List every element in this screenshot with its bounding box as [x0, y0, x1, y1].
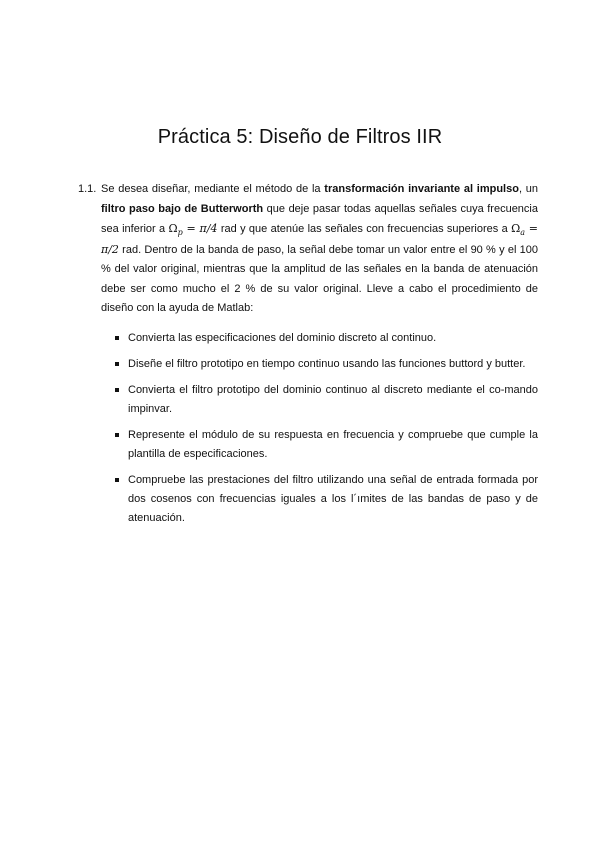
omega-a-symbol: Ω: [511, 222, 521, 235]
list-item: [128, 381, 538, 419]
statement-text-5: rad. Dentro de la banda de paso, la señal debe tomar un valor entre el 90 % y el 100 % del valor original, mientras que la amplitud de las señales en la banda de atenuación debe ser como mucho el 2 % de su valor original. Lleve a cabo el procedimiento de diseño con la ayuda de Matlab:: [101, 243, 538, 314]
bullet-square-icon: [115, 362, 119, 366]
list-item-text: Represente el módulo de su respuesta en frecuencia y compruebe que cumple la plantilla de especificaciones.: [128, 428, 538, 460]
task-list: [101, 329, 538, 528]
bullet-square-icon: [115, 336, 119, 340]
problem-number: 1.1.: [78, 183, 97, 195]
omega-a-value: = π/2: [101, 222, 538, 256]
statement-bold-method: transformación invariante al impulso: [324, 183, 519, 195]
statement-text-1: Se desea diseñar, mediante el método de la: [101, 183, 325, 195]
problem-statement: [101, 180, 538, 528]
omega-p-value: = π/4: [182, 222, 218, 235]
list-item: [128, 471, 538, 528]
list-item-text: Convierta las especificaciones del dominio discreto al continuo.: [128, 331, 437, 344]
list-item: [128, 329, 538, 348]
bullet-square-icon: [115, 433, 119, 437]
omega-a-subscript: a: [520, 228, 525, 238]
page-title: Práctica 5: Diseño de Filtros IIR: [157, 126, 443, 148]
statement-text-3: que deje pasar todas aquellas señales cuya frecuencia sea inferior a: [101, 202, 538, 235]
list-item: [128, 426, 538, 464]
statement-bold-filter: filtro paso bajo de Butterworth: [101, 202, 264, 215]
problem-block: [78, 180, 538, 535]
bullet-square-icon: [115, 478, 119, 482]
omega-p-symbol: Ω: [168, 222, 178, 235]
list-item-text: Convierta el filtro prototipo del dominio continuo al discreto mediante el co-mando impinvar.: [128, 383, 538, 415]
list-item-text: Diseñe el filtro prototipo en tiempo continuo usando las funciones buttord y butter.: [128, 357, 526, 370]
list-item-text: Compruebe las prestaciones del filtro utilizando una señal de entrada formada por dos cosenos con frecuencias iguales a los l´ımites de las bandas de paso y de atenuación.: [128, 473, 538, 524]
bullet-square-icon: [115, 388, 119, 392]
list-item: [128, 355, 538, 374]
statement-text-4: rad y que atenúe las señales con frecuencias superiores a: [217, 223, 512, 235]
omega-p-subscript: p: [177, 228, 183, 238]
statement-text-2: , un: [518, 183, 538, 195]
